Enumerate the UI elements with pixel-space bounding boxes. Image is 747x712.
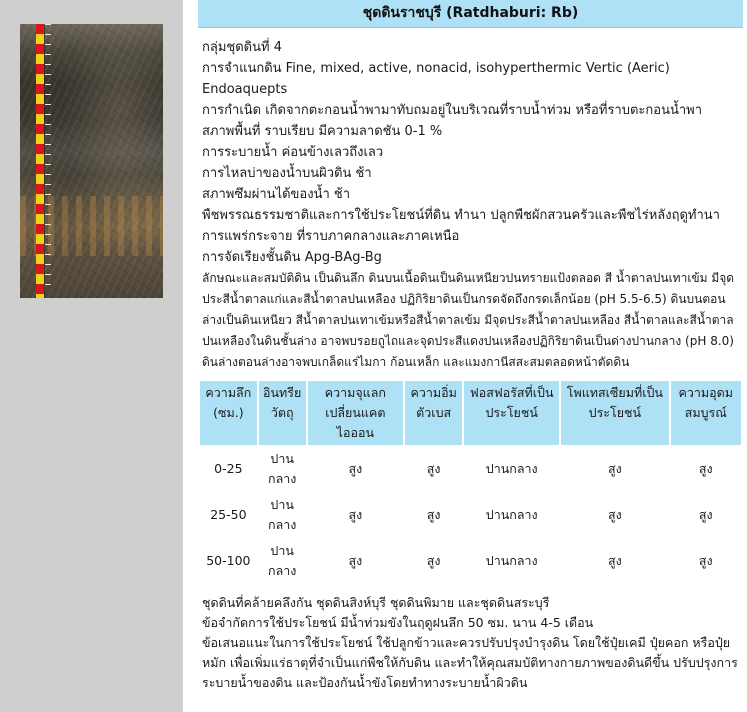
ruler-tick [45, 234, 51, 235]
ruler-tick [45, 214, 51, 215]
ruler-tick [45, 64, 51, 65]
table-cell: สูง [426, 553, 441, 568]
measuring-ruler [36, 24, 44, 298]
desc-line: ลักษณะและสมบัติดิน เป็นดินลึก ดินบนเนื้อดินเป็นดินเหนียวปนทรายแป้งตลอด สี น้ำตาลปนเทาเข้ม มีจุดประสีน้ำตาลแก่และสีน้ำตาลปนเหลือง ปฏิกิริยาดินเป็นกรดจัดถึงกรดเล็กน้อย (pH 5.5-6.5) ดินบนตอนล่างเป็นดินเหนียว สีน้ำตาลปนเทาเข้มหรือสีน้ำตาลเข้ม มีจุดประสีน้ำตาลปนเหลือง สีน้ำตาลและสีน้ำตาลปนเหลืองในดินชั้นล่าง อาจพบรอยถูไถและจุดประสีแดงปนเหลืองปฏิกิริยาดินเป็นด่างปานกลาง (pH 8.0) ดินล่างตอนล่างอาจพบเกล็ดแร่ไมกา ก้อนเหล็ก และแมงกานีสสะสมตลอดหน้าตัดดิน [202, 271, 735, 369]
table-cell: ปานกลาง [268, 543, 297, 578]
ruler-tick [45, 104, 51, 105]
ruler-tick [45, 204, 51, 205]
note-line: ข้อเสนอแนะในการใช้ประโยชน์ ใช้ปลูกข้าวและควรปรับปรุงบำรุงดิน โดยใช้ปุ๋ยเคมี ปุ๋ยคอก หรือปุ๋ยหมัก เพื่อเพิ่มแร่ธาตุที่จำเป็นแก่พืชให้กับดิน และทำให้คุณสมบัติทางกายภาพของดินดีขึ้น ปรับปรุงการระบายน้ำของดิน และป้องกันน้ำขังโดยทำทางระบายน้ำผิวดิน [202, 635, 738, 690]
ruler-tick [45, 74, 51, 75]
col-fertility: ความอุดมสมบูรณ์ [671, 381, 741, 445]
col-potassium: โพแทสเซียมที่เป็นประโยชน์ [561, 381, 668, 445]
table-cell: สูง [698, 461, 713, 476]
table-cell: ปานกลาง [485, 461, 538, 476]
col-phosphorus: ฟอสฟอรัสที่เป็นประโยชน์ [464, 381, 559, 445]
table-cell: 25-50 [210, 507, 247, 522]
table-cell: 50-100 [206, 553, 251, 568]
ruler-tick [45, 34, 51, 35]
table-cell: ปานกลาง [485, 507, 538, 522]
ruler-tick [45, 124, 51, 125]
note-line: ข้อจำกัดการใช้ประโยชน์ มีน้ำท่วมขังในฤดูฝนลึก 50 ซม. นาน 4-5 เดือน [202, 615, 594, 630]
table-cell: 0-25 [214, 461, 243, 476]
table-cell: สูง [698, 507, 713, 522]
table-cell: สูง [698, 553, 713, 568]
ruler-tick [45, 84, 51, 85]
table-cell: สูง [608, 461, 622, 476]
desc-line: การไหลบ่าของน้ำบนผิวดิน ช้า [202, 166, 372, 181]
ruler-tick [45, 194, 51, 195]
ruler-tick [45, 134, 51, 135]
col-organic-matter: อินทรียวัตถุ [259, 381, 306, 445]
ruler-tick [45, 184, 51, 185]
ruler-tick [45, 284, 51, 285]
main-content [198, 0, 743, 693]
table-cell: สูง [348, 553, 363, 568]
table-cell: ปานกลาง [268, 497, 297, 532]
table-cell: สูง [426, 507, 441, 522]
table-cell: สูง [608, 507, 622, 522]
note-line: ชุดดินที่คล้ายคลึงกัน ชุดดินสิงห์บุรี ชุดดินพิมาย และชุดดินสระบุรี [202, 595, 550, 610]
table-cell: สูง [426, 461, 441, 476]
page-title: ชุดดินราชบุรี (Ratdhaburi: Rb) [198, 0, 743, 28]
ruler-tick [45, 244, 51, 245]
table-row [200, 539, 741, 583]
table-header-row [200, 381, 741, 445]
table-row [200, 493, 741, 537]
soil-profile-photo [20, 24, 163, 298]
table-cell: สูง [348, 507, 363, 522]
desc-line: การกำเนิด เกิดจากตะกอนน้ำพามาทับถมอยู่ในบริเวณที่ราบน้ำท่วม หรือที่ราบตะกอนน้ำพา [202, 103, 703, 118]
ruler-tick [45, 144, 51, 145]
desc-line: การจัดเรียงชั้นดิน Apg-BAg-Bg [202, 250, 382, 265]
desc-line: การจำแนกดิน Fine, mixed, active, nonacid, isohyperthermic Vertic (Aeric) Endoaquepts [202, 61, 670, 97]
col-base-saturation: ความอิ่มตัวเบส [405, 381, 462, 445]
ruler-tick [45, 24, 51, 25]
col-depth: ความลึก (ซม.) [200, 381, 257, 445]
desc-line: สภาพซึมผ่านได้ของน้ำ ช้า [202, 187, 351, 202]
soil-properties-table [198, 379, 743, 585]
ruler-tick [45, 174, 51, 175]
desc-line: กลุ่มชุดดินที่ 4 [202, 40, 282, 55]
ruler-tick [45, 264, 51, 265]
ruler-tick [45, 164, 51, 165]
ruler-tick [45, 94, 51, 95]
desc-line: พืชพรรณธรรมชาติและการใช้ประโยชน์ที่ดิน ทำนา ปลูกพืชผักสวนครัวและพืชไร่หลังฤดูทำนา [202, 208, 720, 223]
desc-line: การแพร่กระจาย ที่ราบภาคกลางและภาคเหนือ [202, 229, 460, 244]
ruler-tick [45, 254, 51, 255]
table-cell: สูง [608, 553, 622, 568]
table-row [200, 447, 741, 491]
desc-line: สภาพพื้นที่ ราบเรียบ มีความลาดชัน 0-1 % [202, 124, 443, 139]
left-panel [0, 0, 183, 712]
ruler-tick [45, 154, 51, 155]
table-cell: สูง [348, 461, 363, 476]
table-cell: ปานกลาง [485, 553, 538, 568]
ruler-tick [45, 44, 51, 45]
ruler-tick [45, 114, 51, 115]
ruler-tick [45, 274, 51, 275]
ruler-tick [45, 224, 51, 225]
soil-description [198, 28, 743, 373]
soil-notes [198, 585, 743, 693]
desc-line: การระบายน้ำ ค่อนข้างเลวถึงเลว [202, 145, 384, 160]
col-cec: ความจุแลกเปลี่ยนแคตไอออน [308, 381, 403, 445]
table-cell: ปานกลาง [268, 451, 297, 486]
ruler-tick [45, 54, 51, 55]
